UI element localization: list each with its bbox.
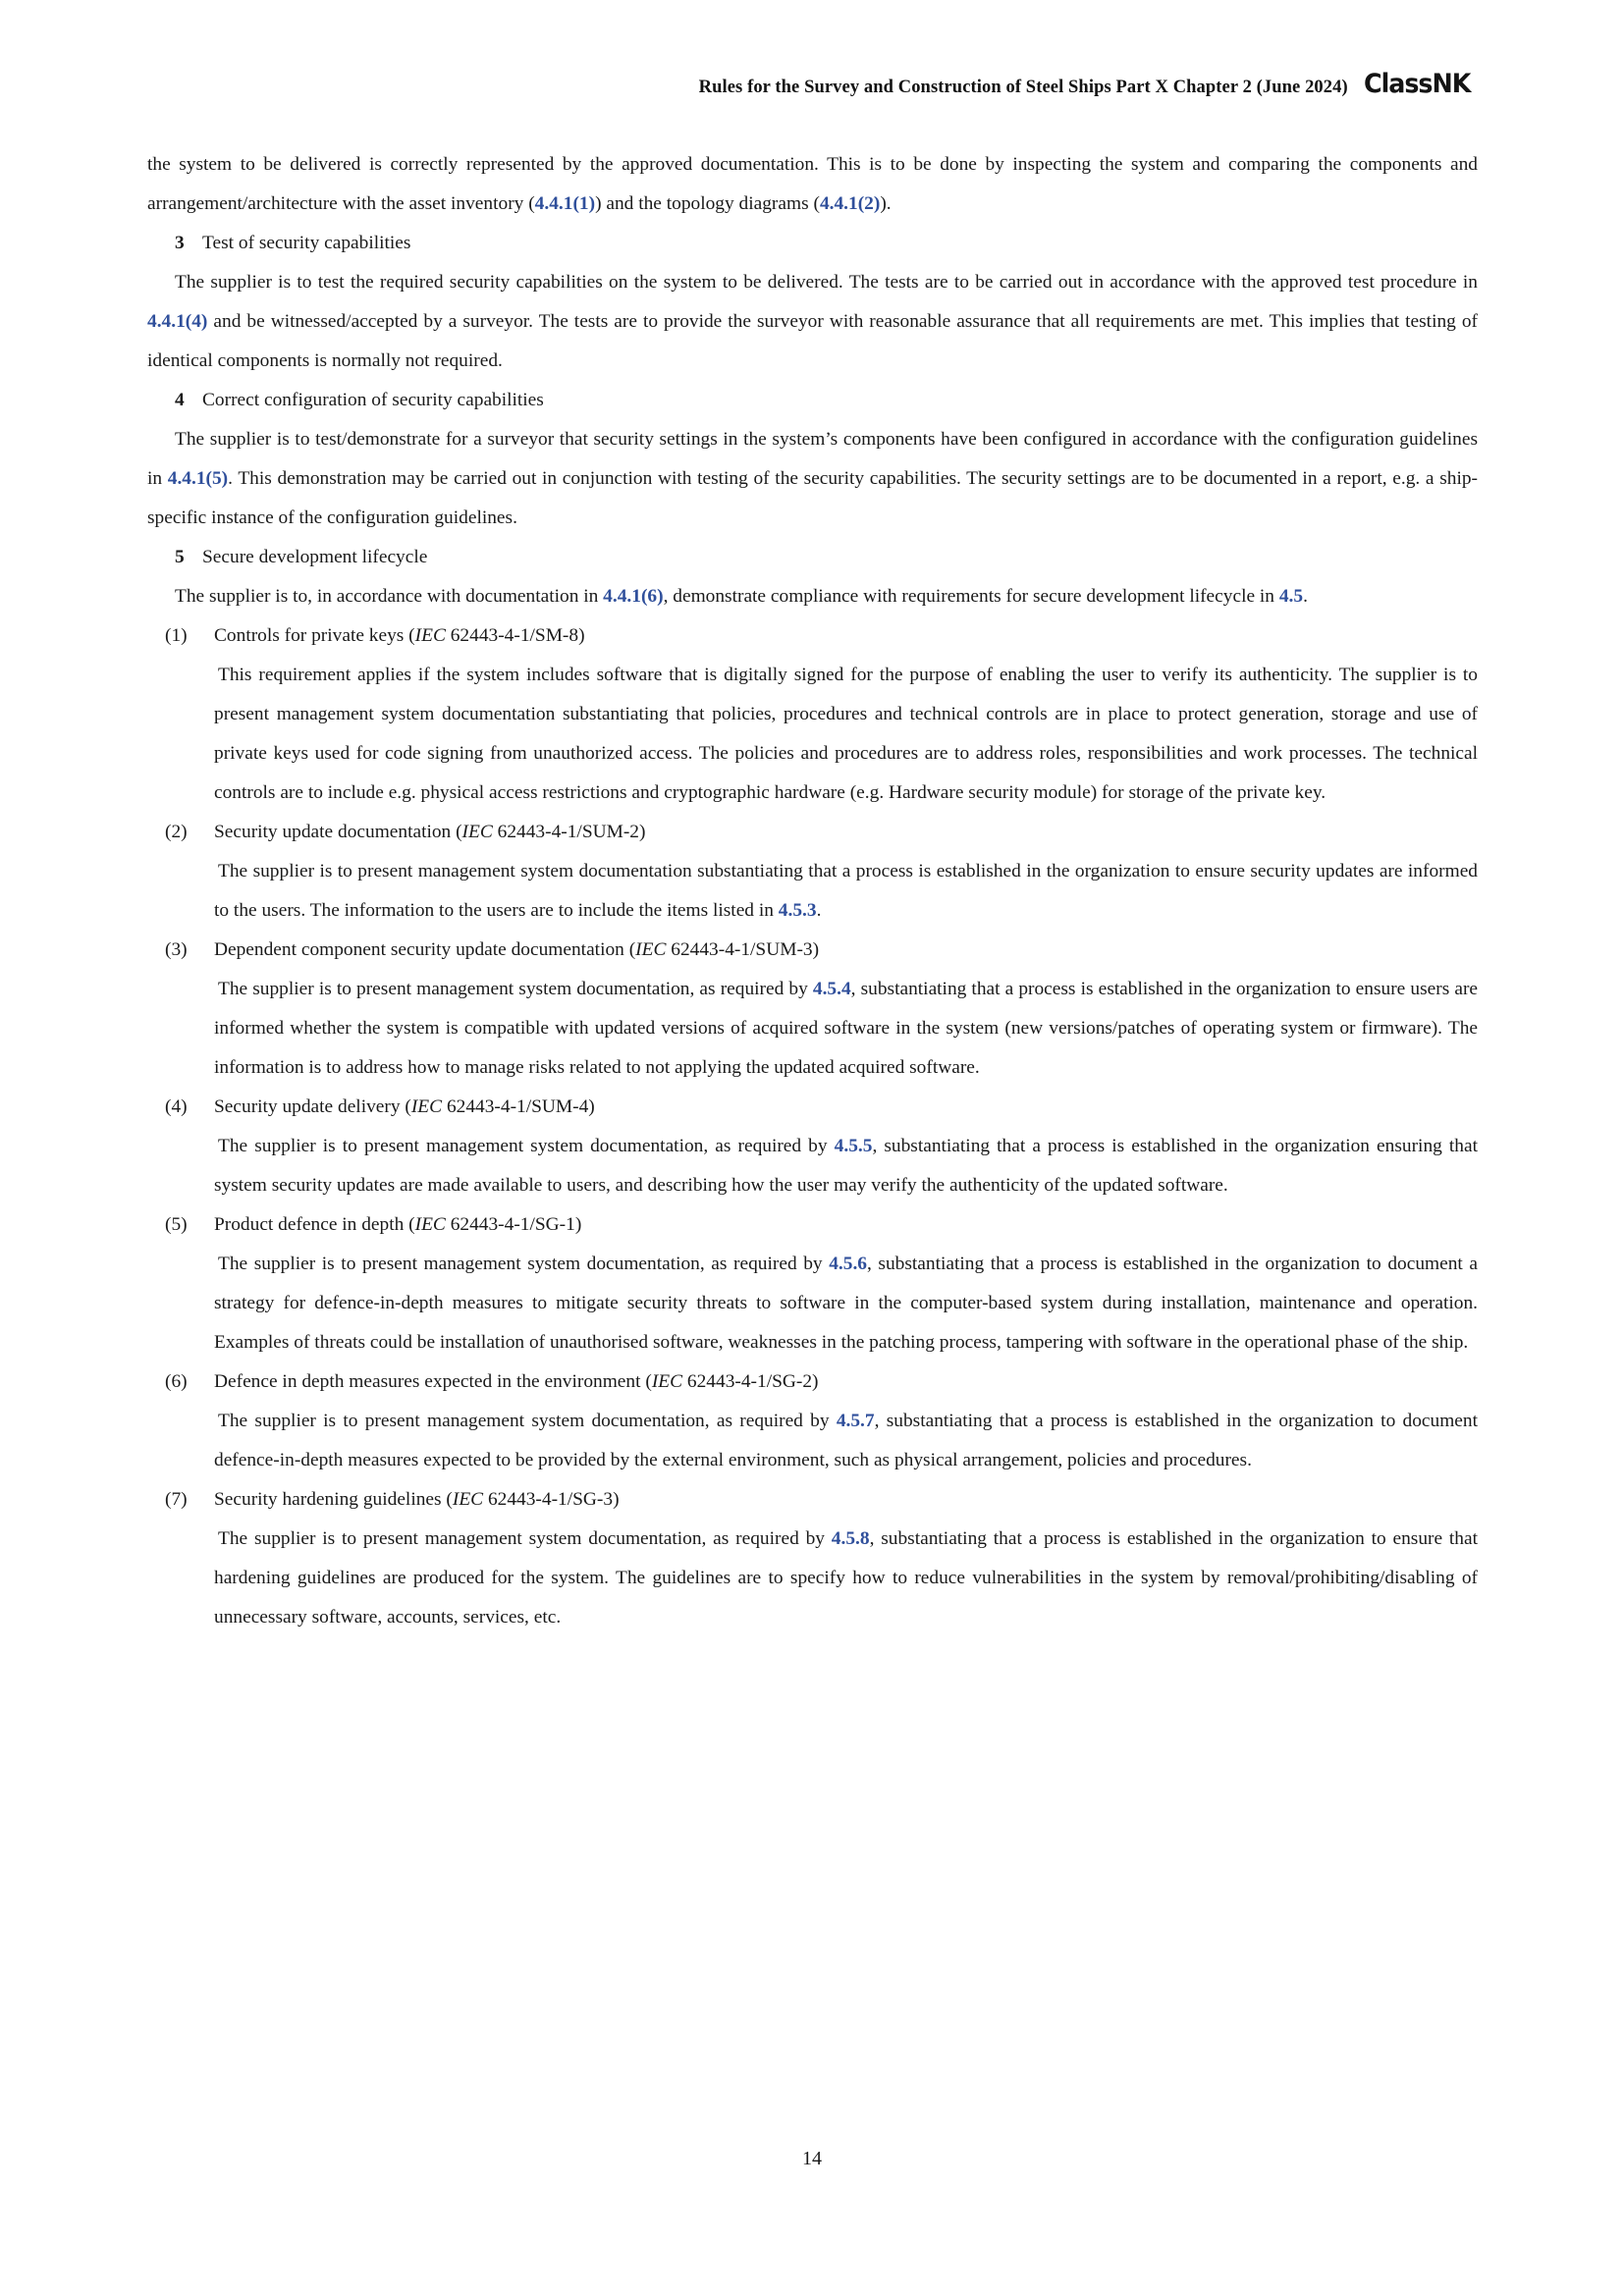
list-item-7-body <box>214 1520 1478 1637</box>
list-item-1-body <box>214 656 1478 813</box>
list-item-2-standard-italic: IEC <box>461 822 493 842</box>
list-item-4-body-part2: , substantiating that a process is established in the organization ensuring that system security updates are made available to users, and describing how the user may verify the authenticity of the updated software. <box>214 1136 1478 1196</box>
list-item-2-title-suffix: 62443-4-1/SUM-2) <box>492 822 646 842</box>
section-3-part1: The supplier is to test the required security capabilities on the system to be delivered. The tests are to be carried out in accordance with the approved test procedure in <box>175 272 1478 293</box>
list-item <box>147 1362 1478 1480</box>
section-4-paragraph <box>147 420 1478 538</box>
cross-ref-4-5-8[interactable]: 4.5.8 <box>831 1528 870 1549</box>
list-item-5-body-part1: The supplier is to present management system documentation, as required by <box>218 1254 830 1274</box>
section-5-part1: The supplier is to, in accordance with documentation in <box>175 586 604 607</box>
list-item-2-body-part1: The supplier is to present management system documentation substantiating that a process is established in the organization to ensure security updates are informed to the users. The information to the users are to include the items listed in <box>214 861 1478 921</box>
cross-ref-4-5-3[interactable]: 4.5.3 <box>778 900 817 921</box>
list-item-7-heading <box>147 1480 1478 1520</box>
list-item <box>147 1480 1478 1637</box>
list-item-5-body-part2: , substantiating that a process is established in the organization to document a strategy for defence-in-depth measures to mitigate security threats to software in the computer-based system during installation, maintenance and operation. Examples of threats could be installation of unauthorised software, weaknesses in the patching process, tampering with software in the operational phase of the ship. <box>214 1254 1478 1353</box>
section-3-paragraph <box>147 263 1478 381</box>
classnk-logo: ClassNK <box>1363 69 1471 99</box>
list-item-1-title-prefix: Controls for private keys ( <box>214 625 415 646</box>
cross-ref-4-4-1-5[interactable]: 4.4.1(5) <box>167 468 229 489</box>
cross-ref-4-4-1-1[interactable]: 4.4.1(1) <box>534 193 596 214</box>
section-number-3: 3 <box>175 233 185 253</box>
list-item-3-body-part1: The supplier is to present management system documentation, as required by <box>218 979 813 999</box>
section-heading-5 <box>147 538 1478 577</box>
list-item-5-title <box>214 1205 1478 1245</box>
list-item-2-body <box>214 852 1478 931</box>
list-item <box>147 1205 1478 1362</box>
section-title-5: Secure development lifecycle <box>202 547 428 567</box>
document-body <box>147 145 1478 1637</box>
header-title: Rules for the Survey and Construction of Steel Ships Part X Chapter 2 (June 2024) <box>698 78 1348 97</box>
cross-ref-4-5-7[interactable]: 4.5.7 <box>836 1411 875 1431</box>
section-3-part2: and be witnessed/accepted by a surveyor. The tests are to provide the surveyor with reasonable assurance that all requirements are met. This implies that testing of identical components is normally not required. <box>147 311 1478 371</box>
continued-paragraph-part2: ) and the topology diagrams ( <box>595 193 820 214</box>
list-item-5-title-suffix: 62443-4-1/SG-1) <box>445 1214 582 1235</box>
list-item-1-title <box>214 616 1478 656</box>
page-footer <box>0 2148 1624 2170</box>
list-item-7-title-prefix: Security hardening guidelines ( <box>214 1489 453 1510</box>
list-item-3-standard-italic: IEC <box>635 939 667 960</box>
list-item <box>147 616 1478 813</box>
list-item-3-title <box>214 931 1478 970</box>
cross-ref-4-4-1-4[interactable]: 4.4.1(4) <box>147 311 208 332</box>
list-item-3-title-suffix: 62443-4-1/SUM-3) <box>666 939 820 960</box>
list-item-1-title-suffix: 62443-4-1/SM-8) <box>445 625 585 646</box>
list-item-2-title <box>214 813 1478 852</box>
list-item-7-standard-italic: IEC <box>452 1489 484 1510</box>
list-item-5-title-prefix: Product defence in depth ( <box>214 1214 415 1235</box>
section-title-3: Test of security capabilities <box>202 233 411 253</box>
continued-paragraph <box>147 145 1478 224</box>
section-4-part2: . This demonstration may be carried out in conjunction with testing of the security capabilities. The security settings are to be documented in a report, e.g. a ship-specific instance of the configuration guidelines. <box>147 468 1478 528</box>
list-item-5-body <box>214 1245 1478 1362</box>
section-number-4: 4 <box>175 390 185 410</box>
section-number-5: 5 <box>175 547 185 567</box>
list-item-7-body-part2: , substantiating that a process is established in the organization to ensure that hardening guidelines are produced for the system. The guidelines are to specify how to reduce vulnerabilities in the system by removal/prohibiting/disabling of unnecessary software, accounts, services, etc. <box>214 1528 1478 1628</box>
list-item-7-marker: (7) <box>165 1489 188 1510</box>
list-item-3-marker: (3) <box>165 939 188 960</box>
continued-paragraph-part1: the system to be delivered is correctly represented by the approved documentation. This is to be done by inspecting the system and comparing the components and arrangement/architecture with the asset inventory ( <box>147 154 1478 214</box>
list-item-5-marker: (5) <box>165 1214 188 1235</box>
list-item-1-standard-italic: IEC <box>414 625 446 646</box>
cross-ref-4-5[interactable]: 4.5 <box>1278 586 1304 607</box>
list-item-2-title-prefix: Security update documentation ( <box>214 822 462 842</box>
cross-ref-4-5-4[interactable]: 4.5.4 <box>812 979 851 999</box>
list-item-4-body <box>214 1127 1478 1205</box>
list-item-2-marker: (2) <box>165 822 188 842</box>
list-item-4-marker: (4) <box>165 1096 188 1117</box>
list-item-3-body <box>214 970 1478 1088</box>
page-header <box>147 71 1477 98</box>
list-item-4-title <box>214 1088 1478 1127</box>
list-item-6-body-part1: The supplier is to present management system documentation, as required by <box>218 1411 837 1431</box>
section-5-paragraph <box>147 577 1478 616</box>
list-item-6-body-part2: , substantiating that a process is established in the organization to document defence-in-depth measures expected to be provided by the external environment, such as physical arrangement, policies and procedures. <box>214 1411 1478 1470</box>
list-item-3-heading <box>147 931 1478 970</box>
section-title-4: Correct configuration of security capabilities <box>202 390 544 410</box>
list-item-4-title-prefix: Security update delivery ( <box>214 1096 411 1117</box>
continued-paragraph-part3: ). <box>880 193 892 214</box>
list-item-6-standard-italic: IEC <box>651 1371 683 1392</box>
list-item-6-title <box>214 1362 1478 1402</box>
section-5-part3: . <box>1303 586 1308 607</box>
list-item-1-body-part1: This requirement applies if the system includes software that is digitally signed for the purpose of enabling the user to verify its authenticity. The supplier is to present management system documentation substantiating that policies, procedures and technical controls are in place to protect generation, storage and use of private keys used for code signing from unauthorized access. The policies and procedures are to address roles, responsibilities and work processes. The technical controls are to include e.g. physical access restrictions and cryptographic hardware (e.g. Hardware security module) for storage of the private key. <box>214 665 1478 803</box>
list-item-5-heading <box>147 1205 1478 1245</box>
page-number: 14 <box>802 2148 822 2169</box>
list-item-1-marker: (1) <box>165 625 188 646</box>
list-item-6-heading <box>147 1362 1478 1402</box>
list-item-4-standard-italic: IEC <box>410 1096 443 1117</box>
list-item <box>147 813 1478 931</box>
list-item-1-heading <box>147 616 1478 656</box>
list-item <box>147 1088 1478 1205</box>
list-item <box>147 931 1478 1088</box>
list-item-7-title-suffix: 62443-4-1/SG-3) <box>483 1489 620 1510</box>
list-item-5-standard-italic: IEC <box>414 1214 446 1235</box>
cross-ref-4-5-6[interactable]: 4.5.6 <box>829 1254 867 1274</box>
cross-ref-4-4-1-2[interactable]: 4.4.1(2) <box>819 193 881 214</box>
section-heading-4 <box>147 381 1478 420</box>
list-item-6-marker: (6) <box>165 1371 188 1392</box>
list-item-6-title-suffix: 62443-4-1/SG-2) <box>682 1371 819 1392</box>
list-item-4-body-part1: The supplier is to present management system documentation, as required by <box>218 1136 835 1156</box>
list-item-7-body-part1: The supplier is to present management system documentation, as required by <box>218 1528 832 1549</box>
section-5-part2: , demonstrate compliance with requirements for secure development lifecycle in <box>663 586 1279 607</box>
list-item-4-title-suffix: 62443-4-1/SUM-4) <box>442 1096 595 1117</box>
list-item-4-heading <box>147 1088 1478 1127</box>
list-item-2-body-part2: . <box>816 900 822 921</box>
section-4-part1: The supplier is to test/demonstrate for a surveyor that security settings in the system’s components have been configured in accordance with the configuration guidelines in <box>147 429 1478 489</box>
list-item-6-title-prefix: Defence in depth measures expected in the environment ( <box>214 1371 652 1392</box>
section-heading-3 <box>147 224 1478 263</box>
cross-ref-4-5-5[interactable]: 4.5.5 <box>834 1136 873 1156</box>
list-item-3-body-part2: , substantiating that a process is established in the organization to ensure users are informed whether the system is compatible with updated versions of acquired software in the system (new versions/patches of operating system or firmware). The information is to address how to manage risks related to not applying the updated acquired software. <box>214 979 1479 1078</box>
list-item-3-title-prefix: Dependent component security update documentation ( <box>214 939 636 960</box>
list-item-6-body <box>214 1402 1478 1480</box>
cross-ref-4-4-1-6[interactable]: 4.4.1(6) <box>603 586 664 607</box>
list-item-2-heading <box>147 813 1478 852</box>
list-item-7-title <box>214 1480 1478 1520</box>
